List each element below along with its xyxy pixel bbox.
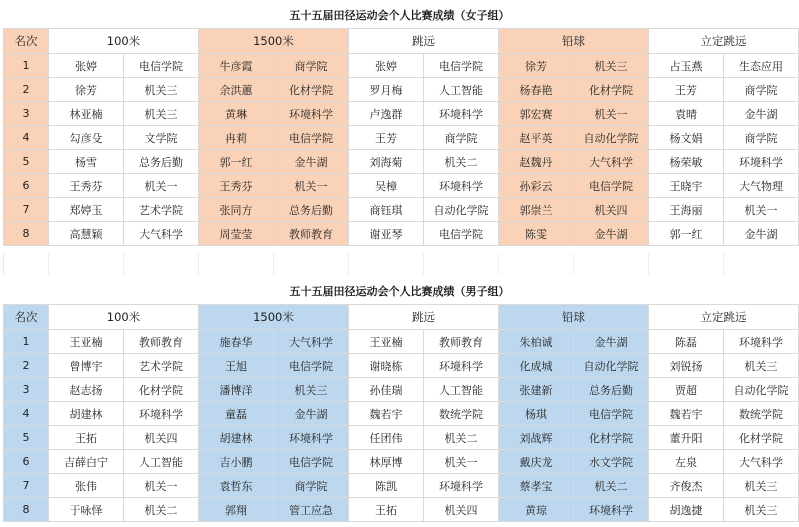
rank-cell: 8 [4,498,49,522]
unit-cell: 环境科学 [424,102,499,126]
athlete-name-cell: 赵平英 [499,126,574,150]
athlete-name-cell: 王秀芬 [199,174,274,198]
unit-cell: 金牛湖 [724,222,799,246]
unit-cell: 机关二 [574,474,649,498]
athlete-name-cell: 陈磊 [649,330,724,354]
unit-cell: 人工智能 [424,78,499,102]
athlete-name-cell: 潘博洋 [199,378,274,402]
athlete-name-cell: 陈雯 [499,222,574,246]
unit-cell: 机关一 [424,450,499,474]
table-row [4,222,799,246]
unit-cell: 机关三 [724,474,799,498]
table-row [4,174,799,198]
unit-cell: 化材学院 [574,426,649,450]
unit-cell: 总务后勤 [274,198,349,222]
athlete-name-cell: 卢逸群 [349,102,424,126]
unit-cell: 机关一 [124,474,199,498]
table-row [4,102,799,126]
unit-cell: 机关一 [124,174,199,198]
unit-cell: 金牛湖 [574,330,649,354]
unit-cell: 文学院 [124,126,199,150]
unit-cell: 机关二 [424,150,499,174]
unit-cell: 艺术学院 [124,198,199,222]
event-header: 立定跳远 [649,29,799,54]
athlete-name-cell: 化成城 [499,354,574,378]
event-header: 100米 [49,29,199,54]
unit-cell: 商学院 [724,78,799,102]
unit-cell: 自动化学院 [574,354,649,378]
athlete-name-cell: 陈凯 [349,474,424,498]
unit-cell: 环境科学 [724,150,799,174]
athlete-name-cell: 吴樟 [349,174,424,198]
unit-cell: 机关三 [724,354,799,378]
athlete-name-cell: 王旭 [199,354,274,378]
athlete-name-cell: 王海丽 [649,198,724,222]
unit-cell: 机关二 [424,426,499,450]
event-header: 1500米 [199,305,349,330]
athlete-name-cell: 杨琪 [499,402,574,426]
rank-cell: 3 [4,102,49,126]
unit-cell: 机关三 [124,102,199,126]
unit-cell: 环境科学 [424,354,499,378]
unit-cell: 电信学院 [424,54,499,78]
athlete-name-cell: 王芳 [649,78,724,102]
athlete-name-cell: 郭翔 [199,498,274,522]
athlete-name-cell: 刘海菊 [349,150,424,174]
unit-cell: 电信学院 [274,126,349,150]
athlete-name-cell: 杨文娟 [649,126,724,150]
unit-cell: 化材学院 [274,78,349,102]
athlete-name-cell: 张同方 [199,198,274,222]
rank-cell: 7 [4,474,49,498]
athlete-name-cell: 商钰琪 [349,198,424,222]
unit-cell: 教师教育 [424,330,499,354]
unit-cell: 数统学院 [724,402,799,426]
athlete-name-cell: 胡建林 [199,426,274,450]
athlete-name-cell: 胡建林 [49,402,124,426]
table-row [4,150,799,174]
athlete-name-cell: 左泉 [649,450,724,474]
unit-cell: 数统学院 [424,402,499,426]
unit-cell: 电信学院 [274,450,349,474]
event-header: 跳远 [349,305,499,330]
athlete-name-cell: 王亚楠 [349,330,424,354]
unit-cell: 化材学院 [724,426,799,450]
athlete-name-cell: 罗月梅 [349,78,424,102]
rank-header: 名次 [4,305,49,330]
athlete-name-cell: 余洪蕙 [199,78,274,102]
athlete-name-cell: 徐芳 [49,78,124,102]
unit-cell: 环境科学 [274,102,349,126]
athlete-name-cell: 刘锐扬 [649,354,724,378]
table-row [4,78,799,102]
athlete-name-cell: 冉莉 [199,126,274,150]
unit-cell: 自动化学院 [574,126,649,150]
unit-cell: 环境科学 [574,498,649,522]
rank-cell: 3 [4,378,49,402]
athlete-name-cell: 张建新 [499,378,574,402]
unit-cell: 机关四 [574,198,649,222]
unit-cell: 自动化学院 [424,198,499,222]
rank-cell: 2 [4,78,49,102]
unit-cell: 电信学院 [424,222,499,246]
table-row [4,54,799,78]
rank-cell: 4 [4,402,49,426]
rank-cell: 5 [4,150,49,174]
table-row [4,126,799,150]
athlete-name-cell: 戴庆龙 [499,450,574,474]
athlete-name-cell: 郭一红 [649,222,724,246]
event-header: 跳远 [349,29,499,54]
unit-cell: 化材学院 [124,378,199,402]
unit-cell: 商学院 [724,126,799,150]
athlete-name-cell: 高慧颖 [49,222,124,246]
unit-cell: 大气科学 [274,330,349,354]
unit-cell: 商学院 [424,126,499,150]
rank-cell: 4 [4,126,49,150]
table-row [4,378,799,402]
unit-cell: 艺术学院 [124,354,199,378]
athlete-name-cell: 杨荣敏 [649,150,724,174]
athlete-name-cell: 杨春艳 [499,78,574,102]
rank-cell: 6 [4,174,49,198]
athlete-name-cell: 吉小鹏 [199,450,274,474]
unit-cell: 机关四 [424,498,499,522]
unit-cell: 商学院 [274,474,349,498]
athlete-name-cell: 杨雪 [49,150,124,174]
unit-cell: 大气物理 [724,174,799,198]
athlete-name-cell: 郑婷玉 [49,198,124,222]
unit-cell: 大气科学 [724,450,799,474]
unit-cell: 金牛湖 [274,150,349,174]
athlete-name-cell: 郭宏赛 [499,102,574,126]
rank-cell: 1 [4,54,49,78]
unit-cell: 机关一 [724,198,799,222]
table-row [4,402,799,426]
athlete-name-cell: 王晓宇 [649,174,724,198]
athlete-name-cell: 赵志扬 [49,378,124,402]
unit-cell: 商学院 [274,54,349,78]
athlete-name-cell: 勾彦殳 [49,126,124,150]
athlete-name-cell: 张婷 [349,54,424,78]
unit-cell: 教师教育 [274,222,349,246]
unit-cell: 机关三 [274,378,349,402]
unit-cell: 大气科学 [124,222,199,246]
athlete-name-cell: 王秀芬 [49,174,124,198]
unit-cell: 人工智能 [124,450,199,474]
event-header: 铅球 [499,305,649,330]
unit-cell: 总务后勤 [124,150,199,174]
athlete-name-cell: 王拓 [349,498,424,522]
unit-cell: 电信学院 [274,354,349,378]
rank-cell: 7 [4,198,49,222]
event-header: 100米 [49,305,199,330]
table-row [4,450,799,474]
athlete-name-cell: 王亚楠 [49,330,124,354]
unit-cell: 机关三 [124,78,199,102]
men-results-table [3,304,799,522]
unit-cell: 环境科学 [424,174,499,198]
athlete-name-cell: 魏若宇 [649,402,724,426]
unit-cell: 人工智能 [424,378,499,402]
rank-cell: 8 [4,222,49,246]
unit-cell: 金牛湖 [574,222,649,246]
unit-cell: 自动化学院 [724,378,799,402]
athlete-name-cell: 袁晴 [649,102,724,126]
unit-cell: 水文学院 [574,450,649,474]
athlete-name-cell: 占玉燕 [649,54,724,78]
athlete-name-cell: 周莹莹 [199,222,274,246]
athlete-name-cell: 王拓 [49,426,124,450]
athlete-name-cell: 黄琼 [499,498,574,522]
athlete-name-cell: 胡逸捷 [649,498,724,522]
athlete-name-cell: 赵魏丹 [499,150,574,174]
event-header: 铅球 [499,29,649,54]
table-row [4,354,799,378]
unit-cell: 大气科学 [574,150,649,174]
event-header: 1500米 [199,29,349,54]
rank-cell: 6 [4,450,49,474]
rank-header: 名次 [4,29,49,54]
athlete-name-cell: 孙佳瑞 [349,378,424,402]
unit-cell: 金牛湖 [724,102,799,126]
unit-cell: 电信学院 [124,54,199,78]
unit-cell: 环境科学 [124,402,199,426]
unit-cell: 机关一 [274,174,349,198]
athlete-name-cell: 孙彩云 [499,174,574,198]
unit-cell: 生态应用 [724,54,799,78]
athlete-name-cell: 齐俊杰 [649,474,724,498]
men-table-title: 五十五届田径运动会个人比赛成绩（男子组） [289,285,510,298]
table-row [4,426,799,450]
unit-cell: 机关三 [724,498,799,522]
table-row [4,330,799,354]
unit-cell: 机关三 [574,54,649,78]
unit-cell: 环境科学 [724,330,799,354]
athlete-name-cell: 郭一红 [199,150,274,174]
women-table-title: 五十五届田径运动会个人比赛成绩（女子组） [289,9,510,22]
spacer-row [3,253,799,275]
athlete-name-cell: 曾博宇 [49,354,124,378]
athlete-name-cell: 朱柏诚 [499,330,574,354]
athlete-name-cell: 于咏怿 [49,498,124,522]
unit-cell: 化材学院 [574,78,649,102]
rank-cell: 1 [4,330,49,354]
table-row [4,474,799,498]
unit-cell: 电信学院 [574,174,649,198]
rank-cell: 2 [4,354,49,378]
rank-cell: 5 [4,426,49,450]
unit-cell: 管工应急 [274,498,349,522]
athlete-name-cell: 郭崇兰 [499,198,574,222]
event-header: 立定跳远 [649,305,799,330]
athlete-name-cell: 刘战辉 [499,426,574,450]
athlete-name-cell: 任团伟 [349,426,424,450]
unit-cell: 金牛湖 [274,402,349,426]
athlete-name-cell: 张伟 [49,474,124,498]
athlete-name-cell: 黄琳 [199,102,274,126]
unit-cell: 环境科学 [424,474,499,498]
athlete-name-cell: 董升阳 [649,426,724,450]
athlete-name-cell: 魏若宇 [349,402,424,426]
unit-cell: 教师教育 [124,330,199,354]
athlete-name-cell: 张婷 [49,54,124,78]
athlete-name-cell: 林亚楠 [49,102,124,126]
athlete-name-cell: 袁哲东 [199,474,274,498]
unit-cell: 总务后勤 [574,378,649,402]
athlete-name-cell: 牛彦霞 [199,54,274,78]
unit-cell: 机关二 [124,498,199,522]
header-row [4,305,799,330]
unit-cell: 环境科学 [274,426,349,450]
table-row [4,198,799,222]
athlete-name-cell: 王芳 [349,126,424,150]
women-results-table [3,28,799,246]
unit-cell: 机关四 [124,426,199,450]
table-row [4,498,799,522]
unit-cell: 机关一 [574,102,649,126]
athlete-name-cell: 谢晓栋 [349,354,424,378]
athlete-name-cell: 徐芳 [499,54,574,78]
unit-cell: 电信学院 [574,402,649,426]
athlete-name-cell: 童磊 [199,402,274,426]
athlete-name-cell: 施春华 [199,330,274,354]
athlete-name-cell: 贾超 [649,378,724,402]
athlete-name-cell: 林厚博 [349,450,424,474]
header-row [4,29,799,54]
athlete-name-cell: 吉薛白宁 [49,450,124,474]
athlete-name-cell: 谢亚琴 [349,222,424,246]
athlete-name-cell: 蔡孝宝 [499,474,574,498]
